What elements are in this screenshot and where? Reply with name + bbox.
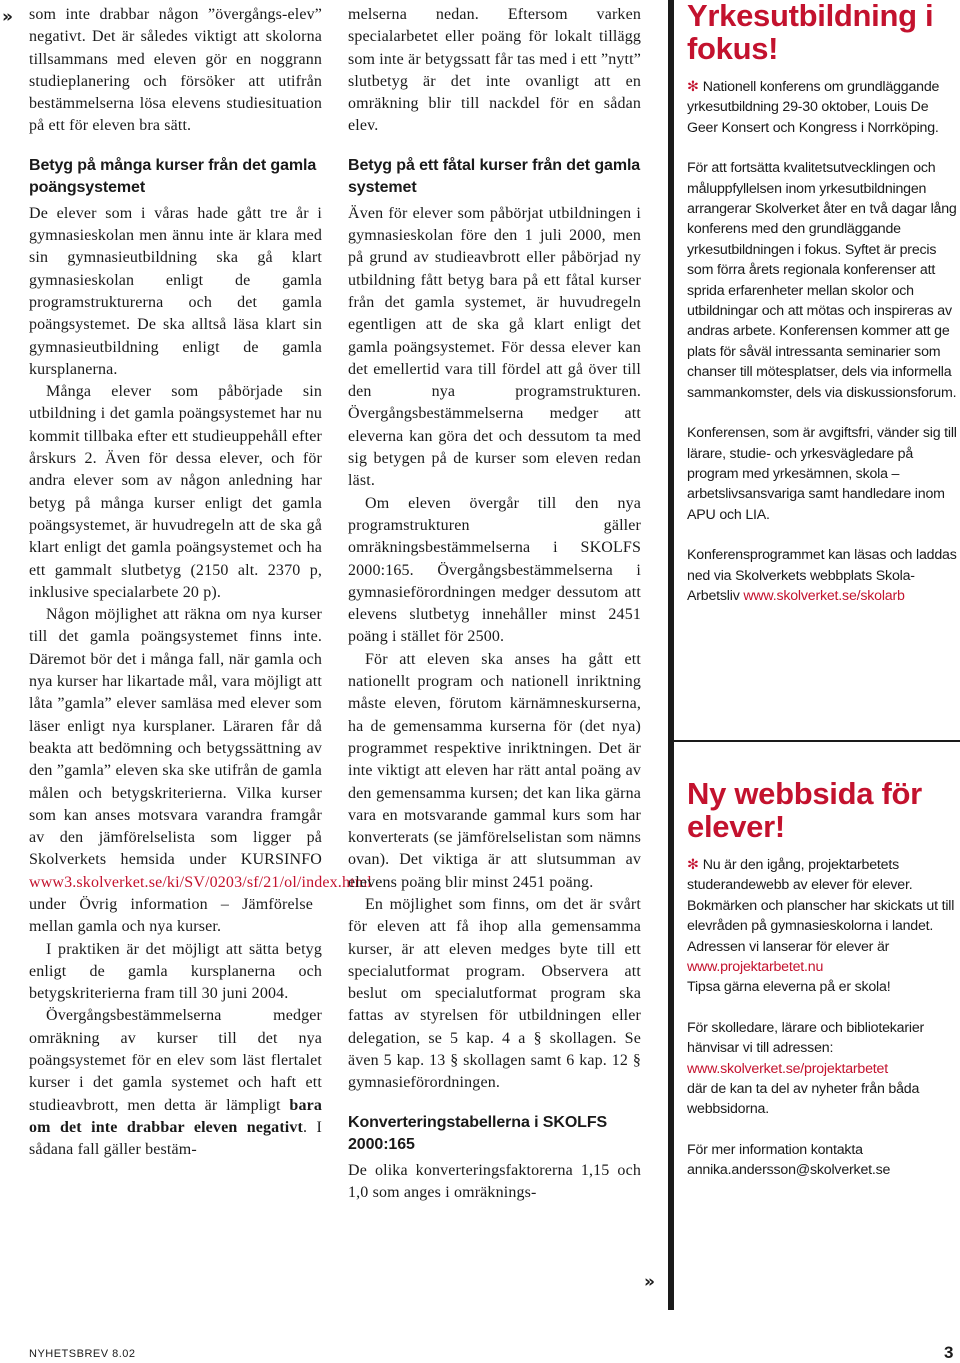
section-heading: Betyg på många kurser från det gamla poängsystemet <box>29 156 317 196</box>
paragraph-intro: som inte drabbar någon ”övergångs-elev” negativt. Det är således viktigt att skolorna tillsammans med eleven gör en noggrann studieplanering och försöker att utifrån bestämmelserna lösa elevens studiesituation på ett för eleven bra sätt. <box>29 6 322 135</box>
paragraph <box>29 604 372 938</box>
paragraph: De olika konverteringsfaktorerna 1,15 och 1,0 som anges i omräknings- <box>348 1161 641 1201</box>
sidebar-text: För skolledare, lärare och bibliotekarier hänvisar vi till adressen: <box>687 1019 925 1057</box>
asterisk-icon: ✻ <box>687 79 699 95</box>
sidebar-title: Ny webbsida för elever! <box>687 776 922 844</box>
sidebar-paragraph <box>687 855 957 998</box>
paragraph: För att eleven ska anses ha gått ett nationellt program och nationell inriktning måste eleven, förutom kärnämneskurserna, ha de gemensamma kurserna för (det nya) programmet respektive inriktningen. Det är inte viktigt att eleven har rätt antal poäng av den gemensamma kursen; det kan lika gärna vara en motsvarande gammal kurs som har konverterats (se jämförelselistan som nämns ovan). Det viktiga är att slutsumman av elevens poäng blir minst 2451 poäng. <box>348 650 641 891</box>
section-heading: Betyg på ett fåtal kurser från det gamla systemet <box>348 156 641 196</box>
paragraph-intro: melserna nedan. Eftersom varken specialarbetet eller poäng för lokalt tillägg som inte är betygssatt får tas med i ett ”nytt” slutbetyg är det inte ovanligt att en omräkning blir till nackdel för en sådan elev. <box>348 6 641 135</box>
paragraph-text: Någon möjlighet att räkna om nya kurser till det gamla poängsystemet finns inte. Däremot bör det i många fall, när gamla och nya kurser har likartade mål, vara möjligt att låta ”gamla” elever samläsa med elever som läser enligt nya kursplaner. Läraren får då beakta att bedömning och betygssättning av den ”gamla” eleven ska ske utifrån de gamla målen och betygskriterierna. Vilka kurser som kan anses motsvara varandra framgår av den jämförelselista som ligger på Skolverkets hemsida under KURSINFO <box>29 606 322 869</box>
projektarbetet-link[interactable]: www.projektarbetet.nu <box>687 959 824 976</box>
paragraph: Även för elever som påbörjat utbildningen i gymnasieskolan före den 1 juli 2000, men på grund av studieavbrott eller påbörjad ny utbildning fått betyg bara på ett fåtal kurser från det gamla systemet, är huvudregeln egentligen att de ska gå klart enligt det gamla poängsystemet. För dessa elever kan det emellertid vara till fördel att gå över till den nya programstrukturen. Övergångsbestämmelserna medger att eleverna kan göra det och dessutom ta med sig betygen på de kurser som eleven redan läst. <box>348 204 641 490</box>
sidebar-paragraph: För att fortsätta kvalitetsutvecklingen och måluppfyllelsen inom yrkesutbildningen arrangerar Skolverket åter en två dagar lång konferens med den grundläggande yrkesutbildningen i fokus. Syftet är precis som förra årets regionala konferenser att sprida erfarenheter mellan skolor och utbildningar och att mötas och inspireras av andras arbete. Konferensen kommer att ge plats för såväl intressanta seminarier som chanser till mötesplatser, dels via informella sammankomster, dels via diskussionsforum. <box>687 160 957 401</box>
paragraph: Många elever som påbörjade sin utbildning i det gamla poängsystemet har nu kommit tillbaka efter ett studieuppehåll efter årskurs 2. Även för dessa elever, och för andra elever som av någon anledning har betyg på många kurser enligt det gamla poängsystemet, är huvudregeln att de ska gå klart enligt det gamla poängsystemet och ha ett gammalt slutbetyg (2150 alt. 2370 p, inklusive specialarbete 20 p). <box>29 383 322 601</box>
continue-marker: » <box>644 1272 655 1292</box>
skolarb-link[interactable]: www.skolverket.se/skolarb <box>743 587 905 604</box>
sidebar-text: Nu är den igång, projektarbetets studerandewebb av elever för elever. Bokmärken och planscher har skickats ut till elevråden på gymnasieskolorna i landet. Adressen vi lanserar för elever är <box>687 857 955 955</box>
kursinfo-link[interactable]: www3.skolverket.se/ki/SV/0203/sf/21/ol/index.html <box>29 873 372 891</box>
sidebar-title: Yrkesutbildning i fokus! <box>687 0 934 66</box>
sidebar-divider <box>674 740 960 742</box>
sidebar-paragraph <box>687 545 957 606</box>
sidebar-paragraph <box>687 1018 957 1120</box>
sidebar-text: där de kan ta del av nyheter från båda webbsidorna. <box>687 1081 920 1118</box>
continue-from-marker: » <box>2 7 13 27</box>
column-2 <box>348 0 641 1204</box>
asterisk-icon: ✻ <box>687 857 699 873</box>
paragraph <box>29 1005 322 1161</box>
skolverket-projektarbetet-link[interactable]: www.skolverket.se/projektarbetet <box>687 1060 888 1077</box>
paragraph-text: . I sådana fall gäller bestäm- <box>29 1118 322 1159</box>
sidebar-text: Nationell konferens om grundläggande yrkesutbildning 29-30 oktober, Louis De Geer Konsert och Kongress i Norrköping. <box>687 79 940 136</box>
paragraph-text: Övergångsbestämmelserna medger omräkning av kurser till det nya poängsystemet för en elev som läst flertalet kurser i det gamla systemet och haft ett studieavbrott, men detta är lämpligt <box>29 1007 322 1114</box>
sidebar-paragraph: För mer information kontakta annika.andersson@skolverket.se <box>687 1141 891 1179</box>
footer-publication: NYHETSBREV 8.02 <box>29 1348 136 1360</box>
paragraph: I praktiken är det möjligt att sätta betyg enligt de gamla kursplanerna och betygskriterierna fram till 30 juni 2004. <box>29 940 322 1003</box>
paragraph: De elever som i våras hade gått tre år i gymnasieskolan men ännu inte är klara med sin gymnasieutbildning ska gå klart gymnasieskolan enligt de gamla programstrukturerna och det gamla poängsystemet. De ska alltså läsa klart sin gymnasieutbildning enligt de gamla kursplanerna. <box>29 204 322 378</box>
sidebar-text: Konferensprogrammet kan läsas och laddas ned via Skolverkets webbplats Skola-Arbetsliv <box>687 547 957 604</box>
paragraph: Om eleven övergår till den nya programstrukturen gäller omräkningsbestämmelserna i SKOLFS 2000:165. Övergångsbestämmelserna i gymnasieförordningen medger dessutom att elevens slutbetyg innehåller minst 2451 poäng i stället för 2500. <box>348 494 641 646</box>
sidebar-paragraph: Konferensen, som är avgiftsfri, vänder sig till lärare, studie- och yrkesvägledare på program med yrkesämnen, skola – arbetslivsansvariga samt handledare inom APU och LIA. <box>687 425 957 523</box>
sidebar-text: Tipsa gärna eleverna på er skola! <box>687 979 891 996</box>
column-1 <box>29 0 372 1162</box>
paragraph-text: under Övrig information – Jämförelse mellan gamla och nya kurser. <box>29 895 313 936</box>
sidebar-section-2 <box>687 855 957 1181</box>
paragraph: En möjlighet som finns, om det är svårt för eleven att få ihop alla gemensamma kurser, är att eleven medges byte till ett specialutformat program. Observera att beslut om specialutformat program ska fattas av styrelsen för utbildningen eller delegation, se 5 kap. 4 a § skollagen. Se även 5 kap. 13 § skollagen samt 6 kap. 12 § gymnasieförordningen. <box>348 895 641 1092</box>
sidebar-rule <box>668 0 674 1310</box>
emphasis-text: bara om det inte drabbar eleven negativt <box>29 1096 322 1136</box>
page-number: 3 <box>944 1343 954 1362</box>
sidebar <box>687 0 957 1179</box>
section-heading: Konverteringstabellerna i SKOLFS 2000:165 <box>348 1113 608 1153</box>
sidebar-paragraph <box>687 77 957 138</box>
